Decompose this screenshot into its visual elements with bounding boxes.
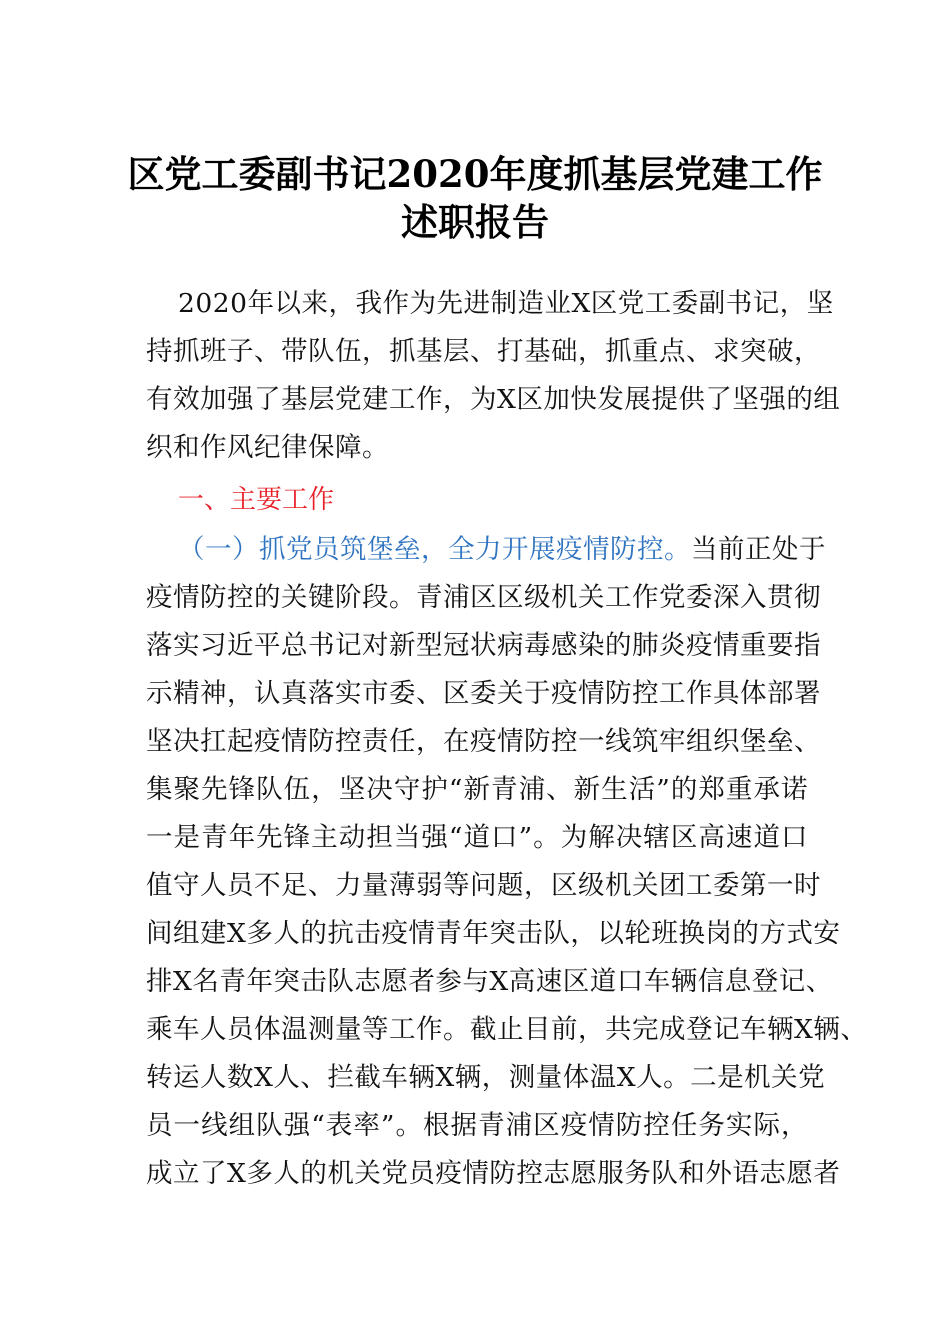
body-line-11: 转运人数X人、拦截车辆X辆，测量体温X人。二是机关党 bbox=[146, 1062, 826, 1093]
body-line-12: 员一线组队强“表率”。根据青浦区疫情防控任务实际， bbox=[146, 1110, 808, 1141]
document-title-line-2: 述职报告 bbox=[401, 200, 549, 244]
subsection-first-line bbox=[178, 526, 826, 574]
intro-paragraph-line-3: 有效加强了基层党建工作，为X区加快发展提供了坚强的组 bbox=[146, 384, 841, 415]
document-title-line-1: 区党工委副书记2020年度抓基层党建工作 bbox=[127, 152, 823, 196]
body-line-4: 坚决扛起疫情防控责任，在疫情防控一线筑牢组织堡垒、 bbox=[146, 726, 821, 757]
body-line-6: 一是青年先锋主动担当强“道口”。为解决辖区高速道口 bbox=[146, 822, 808, 853]
body-line-13: 成立了X多人的机关党员疫情防控志愿服务队和外语志愿者 bbox=[146, 1158, 841, 1189]
body-line-3: 示精神，认真落实市委、区委关于疫情防控工作具体部署 bbox=[146, 678, 821, 709]
intro-paragraph-line-4: 织和作风纪律保障。 bbox=[146, 432, 389, 463]
intro-paragraph-line-2: 持抓班子、带队伍，抓基层、打基础，抓重点、求突破， bbox=[146, 336, 821, 367]
body-line-8: 间组建X多人的抗击疫情青年突击队，以轮班换岗的方式安 bbox=[146, 918, 841, 949]
body-line-1: 疫情防控的关键阶段。青浦区区级机关工作党委深入贯彻 bbox=[146, 582, 821, 613]
subsection-title: （一）抓党员筑堡垒，全力开展疫情防控。 bbox=[178, 534, 691, 565]
section-heading: 一、主要工作 bbox=[178, 485, 335, 515]
body-line-2: 落实习近平总书记对新型冠状病毒感染的肺炎疫情重要指 bbox=[146, 630, 821, 661]
body-line-9: 排X名青年突击队志愿者参与X高速区道口车辆信息登记、 bbox=[146, 966, 833, 997]
body-line-5: 集聚先锋队伍，坚决守护“新青浦、新生活”的郑重承诺 bbox=[146, 774, 808, 805]
body-line-7: 值守人员不足、力量薄弱等问题，区级机关团工委第一时 bbox=[146, 870, 821, 901]
body-line-10: 乘车人员体温测量等工作。截止目前，共完成登记车辆X辆、 bbox=[146, 1014, 868, 1045]
subsection-first-line-rest: 当前正处于 bbox=[691, 534, 826, 565]
intro-paragraph-line-1: 2020年以来，我作为先进制造业X区党工委副书记，坚 bbox=[178, 288, 834, 319]
